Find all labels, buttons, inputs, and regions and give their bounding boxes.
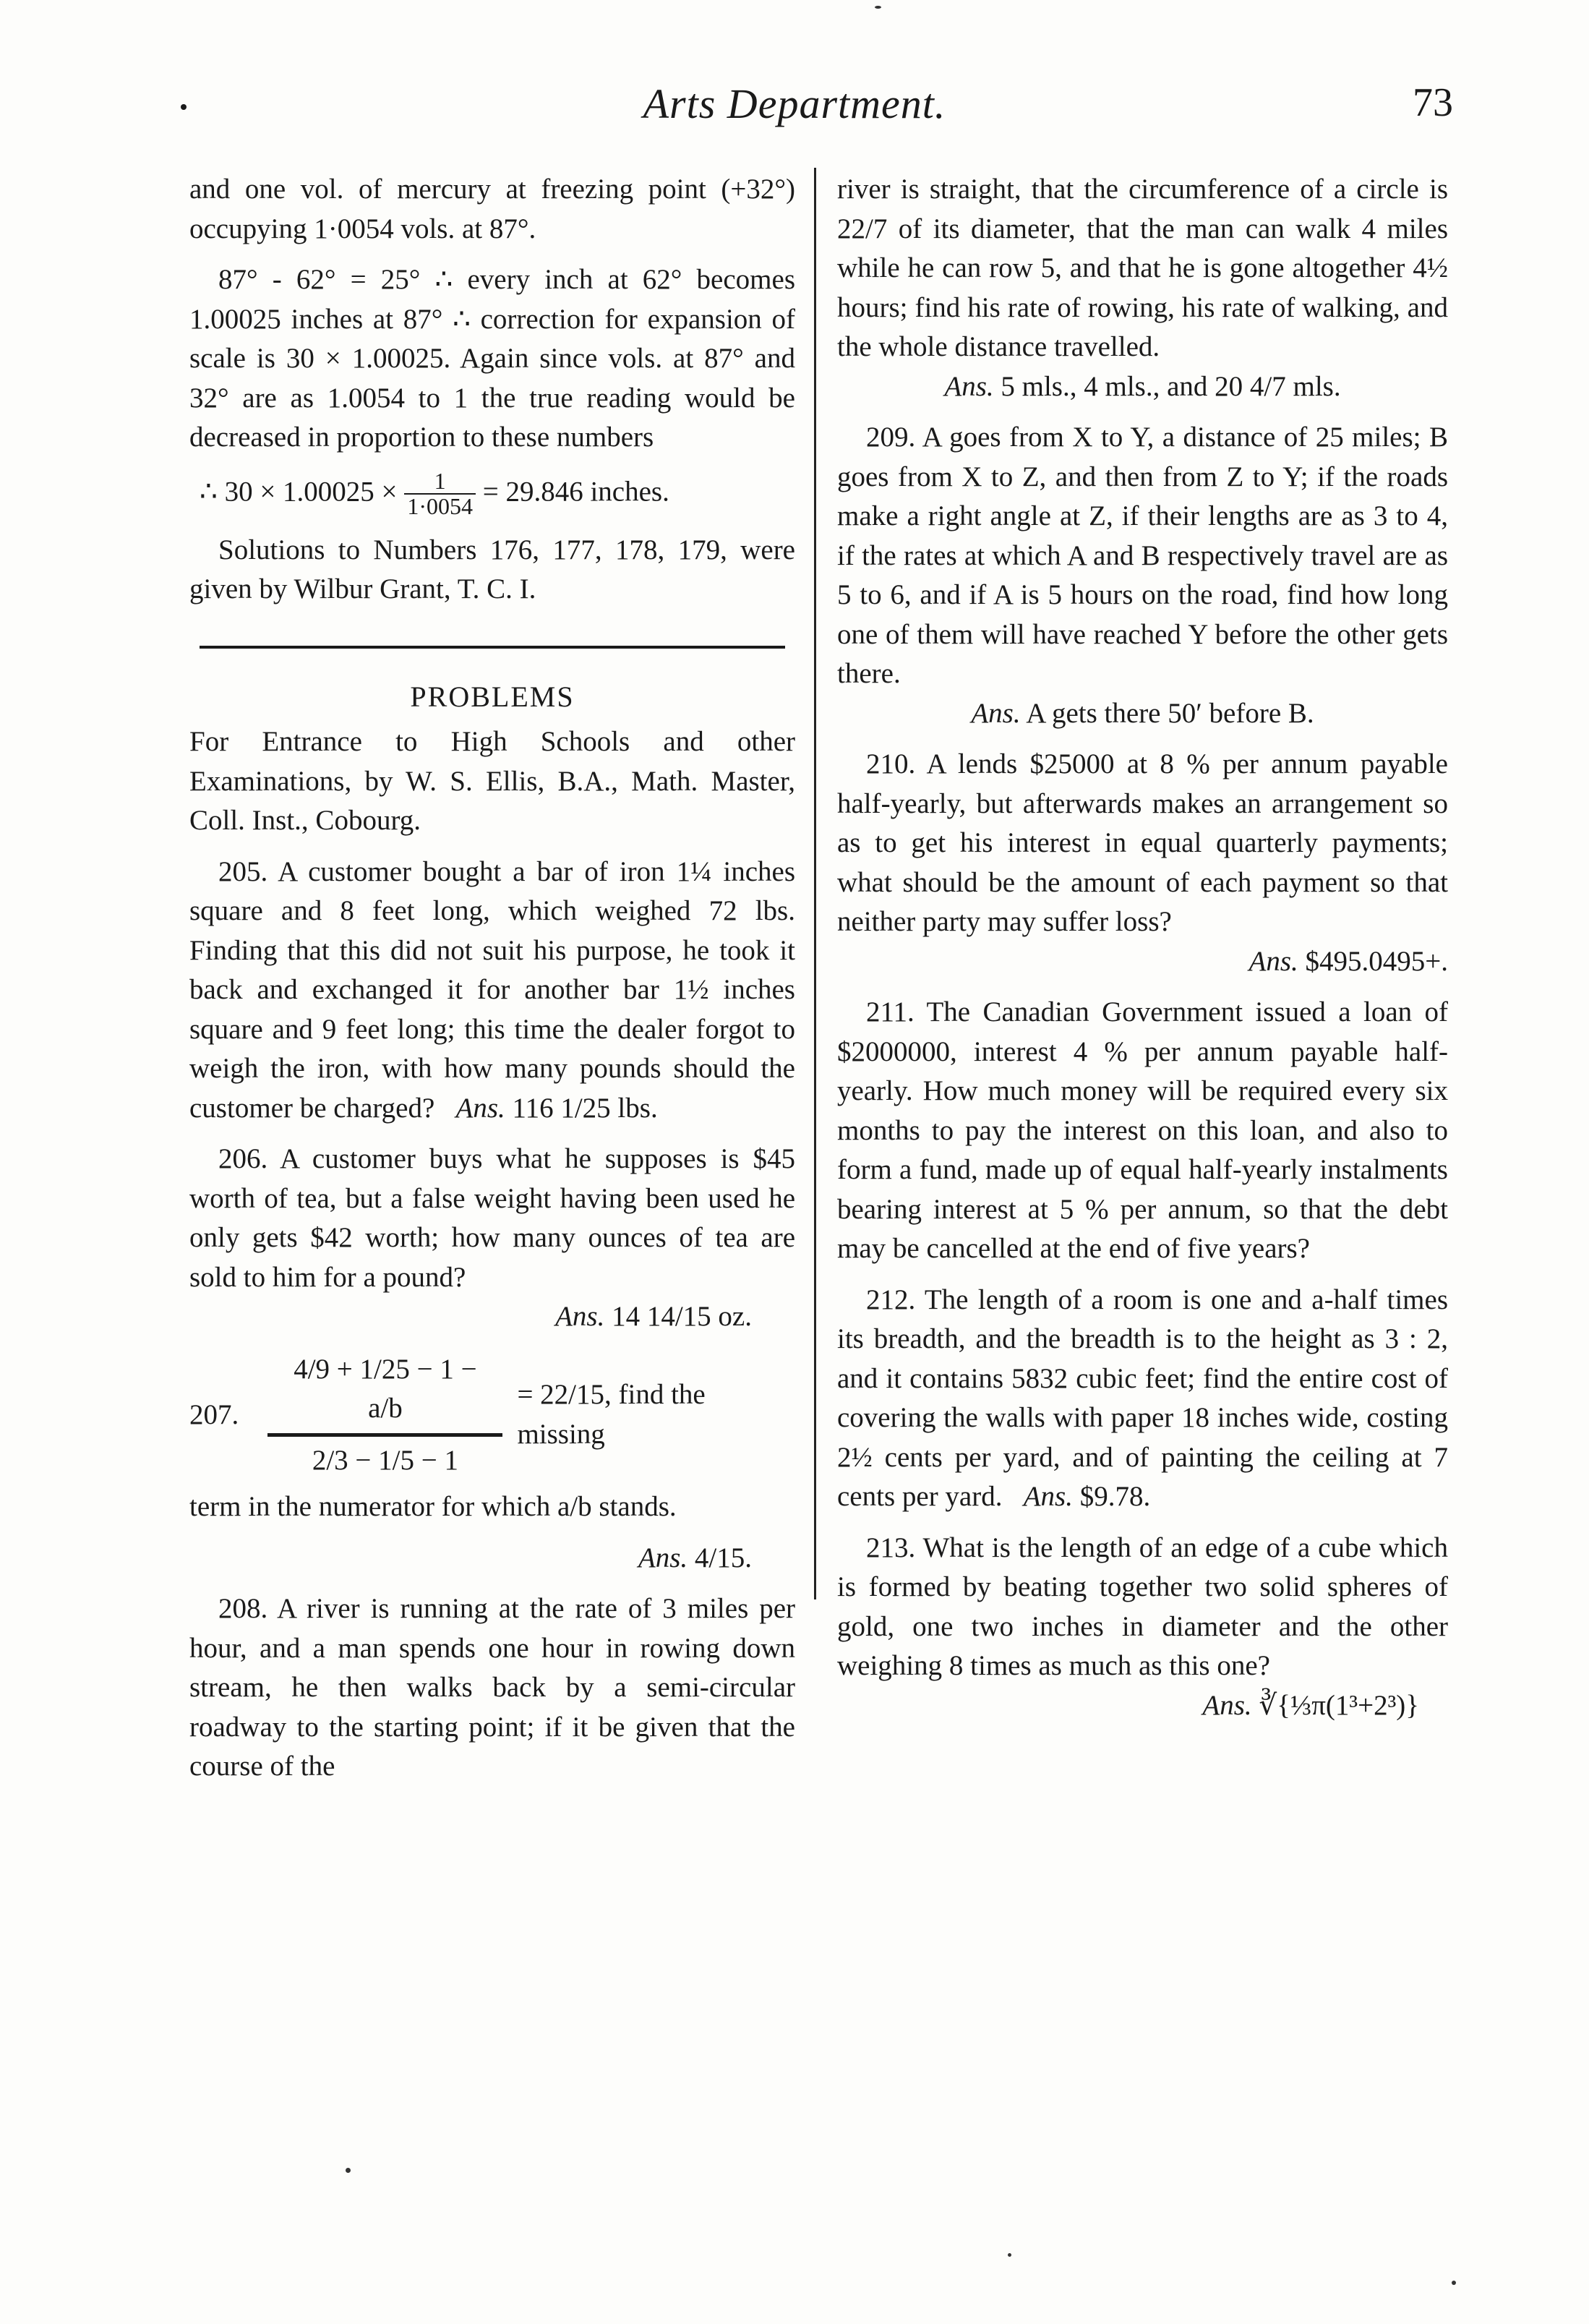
problem-209-answer: A gets there 50′ before B. bbox=[1026, 697, 1314, 729]
problems-intro: For Entrance to High Schools and other Examinations, by W. S. Ellis, B.A., Math. Master, Coll. Inst., Cobourg. bbox=[189, 726, 795, 837]
problem-212 bbox=[837, 1281, 1448, 1517]
problem-206: 206. A customer buys what he supposes is $45 worth of tea, but a false weight having been used he only gets $42 worth; how many ounces of tea are sold to him for a pound? bbox=[189, 1143, 795, 1293]
problem-207-equation bbox=[189, 1350, 795, 1481]
paragraph-mercury: and one vol. of mercury at freezing point (+32°) occupying 1·0054 vols. at 87°. bbox=[189, 174, 795, 244]
problem-210: 210. A lends $25000 at 8 % per annum payable half-yearly, but afterwards makes an arrangement so as to get his interest in equal quarterly payments; what should be the amount of each payment so that neither party may suffer loss? bbox=[837, 748, 1448, 937]
problems-heading: PROBLEMS bbox=[410, 680, 575, 713]
problem-205-answer-label: Ans. bbox=[455, 1092, 505, 1124]
problem-213: 213. What is the length of an edge of a cube which is formed by beating together two solid spheres of gold, one two inches in diameter and the other weighing 8 times as much as this one? bbox=[837, 1531, 1448, 1681]
scan-speck bbox=[875, 6, 881, 9]
problem-207-fraction bbox=[267, 1350, 502, 1481]
problem-213-answer-label: Ans. bbox=[1202, 1689, 1252, 1721]
problem-207-answer: 4/15. bbox=[694, 1542, 752, 1573]
scan-speck bbox=[1008, 2253, 1011, 2257]
equation-prefix: ∴ 30 × 1.00025 × bbox=[200, 476, 398, 508]
problem-207-rhs: = 22/15, find the missing bbox=[517, 1379, 706, 1450]
equation-denominator: 1·0054 bbox=[407, 493, 473, 520]
problem-209: 209. A goes from X to Y, a distance of 25 miles; B goes from X to Z, and then from Z to Y; if the roads make a right angle at Z, if their lengths are as 3 to 4, if the rates at which A and B respectively travel are as 5 to 6, and if A is 5 hours on the road, find how long one of them will have reached Y before the other gets there. bbox=[837, 422, 1448, 689]
section-rule bbox=[200, 646, 785, 649]
problem-206-answer-line bbox=[189, 1297, 795, 1337]
problem-208-continuation: river is straight, that the circumference of a circle is 22/7 of its diameter, that the man can walk 4 miles while he can row 5, and that he is gone altogether 4½ hours; find his rate of rowing, his rate of walking, and the whole distance travelled. bbox=[837, 174, 1448, 362]
problem-212-text: 212. The length of a room is one and a-half times its breadth, and the breadth is to the height as 3 : 2, and it contains 5832 cubic feet; find the entire cost of covering the walls with paper 18 inches wide, costing 2½ cents per yard, and of painting the ceiling at 7 cents per yard. bbox=[837, 1283, 1448, 1512]
problem-208-answer-label: Ans. bbox=[944, 370, 994, 402]
problem-213-answer-line bbox=[837, 1686, 1448, 1726]
paragraph-solutions-credit: Solutions to Numbers 176, 177, 178, 179, were given by Wilbur Grant, T. C. I. bbox=[189, 534, 795, 605]
problem-207-number: 207. bbox=[189, 1398, 239, 1430]
equation-numerator: 1 bbox=[404, 469, 476, 495]
section-title: Arts Department. bbox=[643, 80, 946, 127]
problem-206-answer: 14 14/15 oz. bbox=[612, 1301, 752, 1333]
equation-result: = 29.846 inches. bbox=[482, 476, 669, 508]
problem-210-answer-line bbox=[837, 942, 1448, 982]
problem-210-answer-label: Ans. bbox=[1248, 945, 1298, 977]
problem-207-numerator: 4/9 + 1/25 − 1 − a/b bbox=[267, 1350, 502, 1437]
scan-speck bbox=[1452, 2281, 1456, 2285]
problem-207-continuation: term in the numerator for which a/b stands. bbox=[189, 1491, 677, 1523]
problem-209-answer-line bbox=[837, 694, 1448, 734]
left-column bbox=[189, 170, 795, 1787]
equation-fraction bbox=[404, 469, 476, 519]
problem-213-answer: ∛{⅓π(1³+2³)} bbox=[1259, 1689, 1419, 1721]
problem-209-answer-label: Ans. bbox=[971, 697, 1021, 729]
problem-211: 211. The Canadian Government issued a loan of $2000000, interest 4 % per annum payable half-yearly. How much money will be required every six months to pay the interest on this loan, and also to form a fund, made up of equal half-yearly instalments bearing interest at 5 % per annum, so that the debt may be cancelled at the end of five years? bbox=[837, 996, 1448, 1264]
problem-207-answer-label: Ans. bbox=[638, 1542, 688, 1573]
paragraph-correction: 87° - 62° = 25° ∴ every inch at 62° becomes 1.00025 inches at 87° ∴ correction for expansion of scale is 30 × 1.00025. Again since vols. at 87° and 32° are as 1.0054 to 1 the true reading would be decreased in proportion to these numbers bbox=[189, 264, 795, 453]
column-divider bbox=[814, 168, 816, 1599]
equation-reading bbox=[189, 469, 795, 519]
problem-212-answer-label: Ans. bbox=[1023, 1481, 1073, 1512]
problem-207-denominator: 2/3 − 1/5 − 1 bbox=[312, 1444, 459, 1476]
problem-205-text: 205. A customer bought a bar of iron 1¼ inches square and 8 feet long, which weighed 72 lbs. Finding that this did not suit his purpose, he took it back and exchanged it for another bar 1½ inches square and 9 feet long; this time the dealer forgot to weigh the iron, with how many pounds should the customer be charged? bbox=[189, 855, 795, 1124]
right-column bbox=[837, 170, 1448, 1725]
running-header bbox=[0, 80, 1589, 137]
problem-205-answer: 116 1/25 lbs. bbox=[512, 1092, 658, 1124]
page-number: 73 bbox=[1413, 80, 1453, 125]
problem-206-answer-label: Ans. bbox=[555, 1301, 605, 1333]
problem-212-answer: $9.78. bbox=[1079, 1481, 1151, 1512]
problem-205 bbox=[189, 853, 795, 1129]
problem-208: 208. A river is running at the rate of 3 miles per hour, and a man spends one hour in rowing down stream, he then walks back by a semi-circular roadway to the starting point; if it be given that the course of the bbox=[189, 1593, 795, 1782]
problem-208-answer-line bbox=[837, 367, 1448, 407]
scan-speck bbox=[346, 2168, 351, 2173]
problem-207-answer-line bbox=[189, 1539, 795, 1578]
problem-210-answer: $495.0495+. bbox=[1305, 945, 1448, 977]
problem-208-answer: 5 mls., 4 mls., and 20 4/7 mls. bbox=[1001, 370, 1341, 402]
